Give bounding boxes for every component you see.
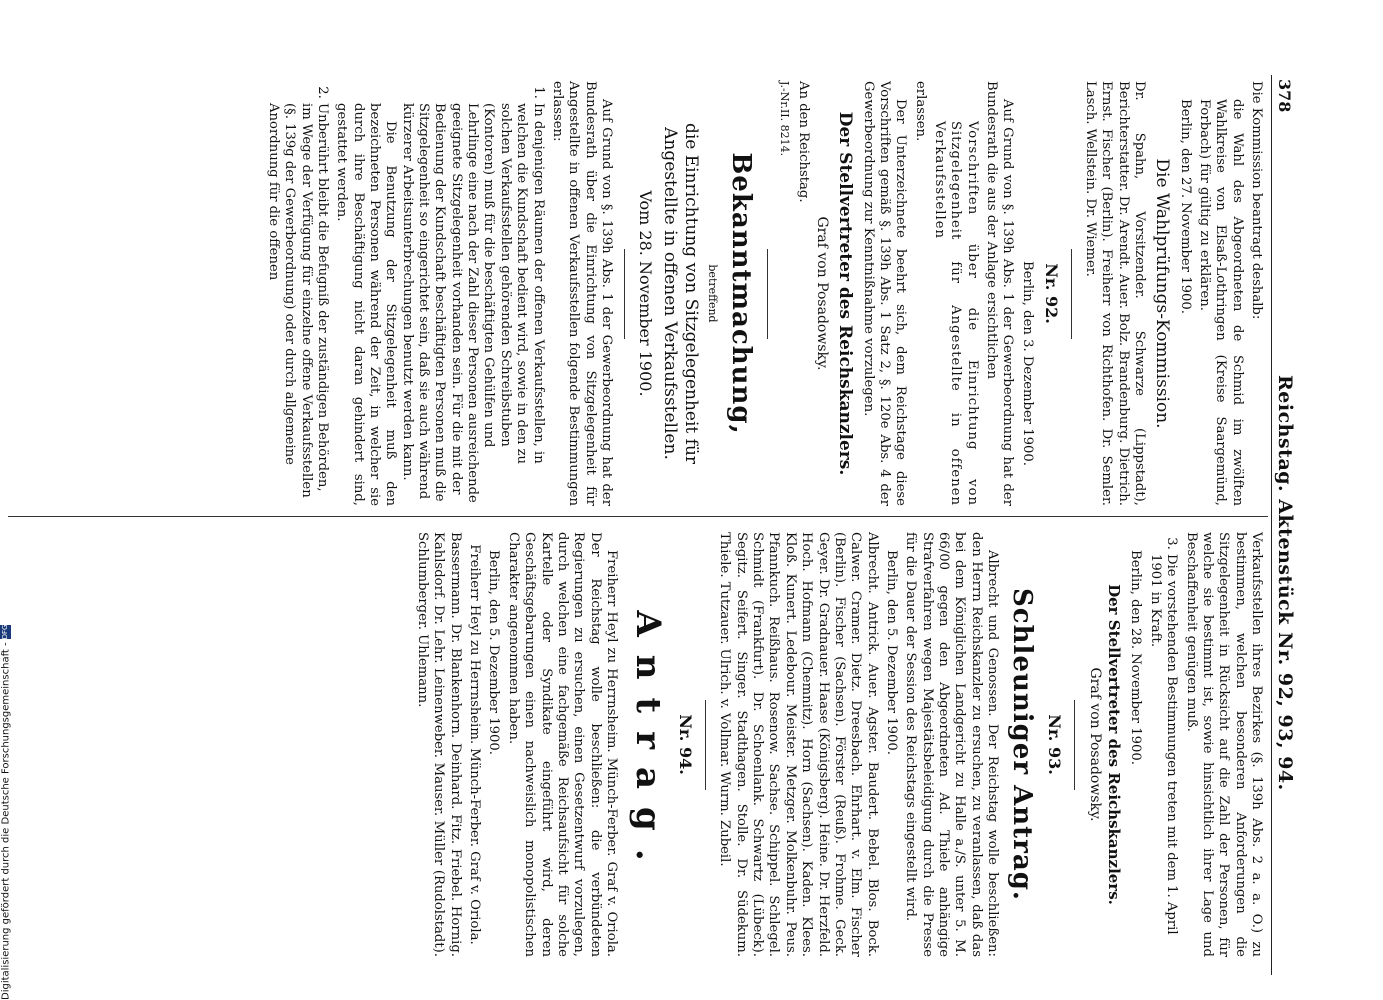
page-number: 378 [1275, 79, 1294, 113]
commission-title: Die Wahlprüfungs-Kommission. [1152, 158, 1173, 429]
signatories: Bassermann. Dr. Blankenhorn. Deinhard. Fitz. Friebel. Hornig. Kahlsdorf. Dr. Lehr. Leinenweber. Mauser. Müller (Rudolstadt). Schlumberger. Uhlemann. [415, 532, 463, 957]
section-rule [705, 700, 706, 790]
rotated-document-page [0, 75, 1300, 975]
section-rule [1071, 249, 1072, 339]
provision-item-3: 3. Die vorstehenden Bestimmungen treten mit dem 1. April 1901 in Kraft. [1146, 554, 1179, 957]
date-line: Berlin, den 27. November 1900. [1177, 99, 1193, 314]
section-number-92: Nr. 92. [1041, 263, 1061, 324]
paragraph: erlassen. [912, 81, 928, 142]
section-rule [624, 249, 625, 339]
betreffend-label: betreffend [705, 264, 719, 323]
paragraph: Auf Grund von §. 139h Abs. 1 der Gewerbeordnung hat der Bundesrath die aus der Anlage ersichtlichen [984, 81, 1016, 506]
reference-number: J.-Nr.II. 8214. [778, 81, 792, 157]
deputy-signature: Graf von Posadowsky. [814, 216, 831, 371]
bekanntmachung-subject: die Einrichtung von Sitzgelegenheit für Angestellte in offenen Verkaufsstellen. [659, 122, 701, 465]
paragraph: Der Unterzeichnete beehrt sich, dem Reichstage diese Vorschriften gemäß §. 139h Abs. 1 Satz 2, §. 120e Abs. 4 der Gewerbeordnung zur Kenntnißnahme vorzulegen. [860, 81, 909, 506]
column-divider [8, 516, 1268, 517]
credit-text: Digitalisierung gefördert durch die Deutsche Forschungsgemeinschaft - [0, 642, 12, 1000]
paragraph: Auf Grund von §. 139h Abs. 1 der Gewerbeordnung hat der Bundesrath über die Einrichtung von Sitzgelegenheit für Angestellte in offenen Verkaufsstellen folgende Bestimmungen erlassen: [549, 81, 614, 506]
commission-motion: die Wahl des Abgeordneten de Schmid im zwölften Wahlkreise von Elsaß-Lothringen (Kreise Saargemünd, Forbach) für gültig zu erklären. [1196, 99, 1245, 506]
section-number-93: Nr. 93. [1045, 714, 1065, 775]
motion-text: Albrecht und Genossen. Der Reichstag wolle beschließen: den Herrn Reichskanzler zu ersuchen, zu veranlassen, daß das bei dem Königlichen Landgericht zu Halle a./S. unter 5. M. 66/00 gegen den Abgeordneten Ad. Thiele anhängige Strafverfahren wegen Majestätsbeleidigung durch die Presse für die Dauer der Session des Reichstags eingestellt wird. [903, 532, 1001, 957]
right-column [411, 532, 1264, 957]
dfg-logo: DFG [1, 624, 9, 640]
date-line: Berlin, den 5. Dezember 1900. [883, 550, 899, 755]
antrag-title: Antrag. [628, 610, 669, 879]
provision-text: In denjenigen Räumen der offenen Verkaufsstellen, in welchen die Kundschaft bedient wird, sowie in den zu solchen Verkaufsstellen gehörenden Schreibstuben (Kontoren) muß für die beschäftigten Gehülfen und Lehrlinge eine nach der Zahl dieser Personen ausreichende geeignete Sitzgelegenheit vorhanden sein. Für die mit der Bedienung der Kundschaft beschäftigten Personen muß die Sitzgelegenheit so eingerichtet sein, daß sie auch während kürzerer Arbeitsunterbrechungen benutzt werden kann. [399, 103, 546, 503]
bekanntmachung-date: Vom 28. November 1900. [635, 190, 655, 397]
section-rule [1074, 700, 1075, 790]
date-line: Berlin, den 3. Dezember 1900. [1019, 261, 1035, 466]
section-number-94: Nr. 94. [676, 714, 695, 775]
provisions-list-cont [1146, 532, 1179, 957]
digitization-credit [0, 0, 14, 1000]
motion-text: Freiherr Heyl zu Herrnsheim. Münch-Ferber. Graf v. Oriola. Der Reichstag wolle beschließen: die verbündeten Regierungen zu ersuchen, einen Gesetzentwurf vorzulegen, durch welchen eine fachgemäße Reichsaufsicht für solche Kartelle oder Syndikate eingeführt wird, deren Geschäftsgebarungen einen nachweislich monopolistischen Charakter angenommen haben. [505, 532, 620, 957]
commission-intro: Die Kommission beantragt deshalb: [1249, 81, 1264, 320]
left-column [261, 81, 1264, 506]
addressee: An den Reichstag. [795, 81, 811, 203]
commission-members: Dr. Spahn, Vorsitzender. Schwarze (Lippstadt), Berichterstatter. Dr. Arendt. Auer. Bolz. Brandenburg. Dietrich. Ernst. Fischer (Berlin). Freiherr von Richthofen. Dr. Semler. Lasch. Wellstein. Dr. Wiemer. [1083, 81, 1148, 506]
date-line: Berlin, den 28. November 1900. [1128, 550, 1144, 765]
schleuniger-antrag-title: Schleuniger Antrag. [1007, 588, 1038, 901]
deputy-title: Der Stellvertreter des Reichskanzlers. [835, 111, 856, 476]
provision-item-1 [333, 103, 546, 506]
deputy-title: Der Stellvertreter des Reichskanzlers. [1105, 584, 1124, 905]
bekanntmachung-title: Bekanntmachung, [725, 152, 756, 435]
page-header [1271, 75, 1300, 975]
provision-text: Die Benutzung der Sitzgelegenheit muß den bezeichneten Personen während der Zeit, in welcher sie durch ihre Beschäftigung nicht daran gehindert sind, gestattet werden. [334, 103, 399, 506]
provision-item-2: 2. Unberührt bleibt die Befugniß der zuständigen Behörden, im Wege der Verfügung für einzelne offene Verkaufsstellen (§. 139g der Gewerbeordnung) oder durch allgemeine Anordnung für die offenen [264, 103, 329, 506]
signatories: Freiherr Heyl zu Herrnsheim. Münch-Ferber. Graf v. Oriola. [467, 544, 483, 945]
paragraph-spaced: Vorschriften über die Einrichtung von Sitzgelegenheit für Angestellte in offenen Verkaufsstellen [932, 121, 980, 506]
date-line: Berlin, den 5. Dezember 1900. [486, 550, 502, 755]
provision-continuation: Verkaufsstellen ihres Bezirkes (§. 139h Abs. 2 a. a. O.) zu bestimmen, welchen besonderen Anforderungen die Sitzgelegenheit in Rücksicht auf die Zahl der Personen, für welche sie bestimmt ist, sowie hinsichtlich ihrer Lage und Beschaffenheit genügen muß. [1183, 532, 1264, 957]
running-head: Reichstag. Aktenstück Nr. 92, 93, 94. [1274, 375, 1296, 791]
signatories: Albrecht. Antrick. Auer. Agster. Baudert. Bebel. Blos. Bock. Calwer. Cramer. Dietz. Dreesbach. Ehrhart. v. Elm. Fischer (Berlin). Fischer (Sachsen). Förster (Reuß). Frohme. Geck. Geyer. Dr. Gradnauer. Haase (Königsberg). Heine. Dr. Herzfeld. Hoch. Hofmann (Chemnitz). Horn (Sachsen). Kaden. Klees. Kloß. Kunert. Ledebour. Meister. Metzger. Molkenbuhr. Peus. Pfannkuch. Reißhaus. Rosenow. Sachse. Schippel. Schlegel. Schmidt (Frankfurt). Dr. Schoenlank. Schwartz (Lübeck). Segitz. Seifert. Singer. Stadthagen. Stolle. Dr. Südekum. Thiele. Tutzauer. Ulrich. v. Vollmar. Wurm. Zubeil. [717, 532, 880, 957]
deputy-signature: Graf von Posadowsky. [1086, 667, 1103, 822]
section-rule [767, 249, 768, 339]
provisions-list [264, 81, 545, 506]
